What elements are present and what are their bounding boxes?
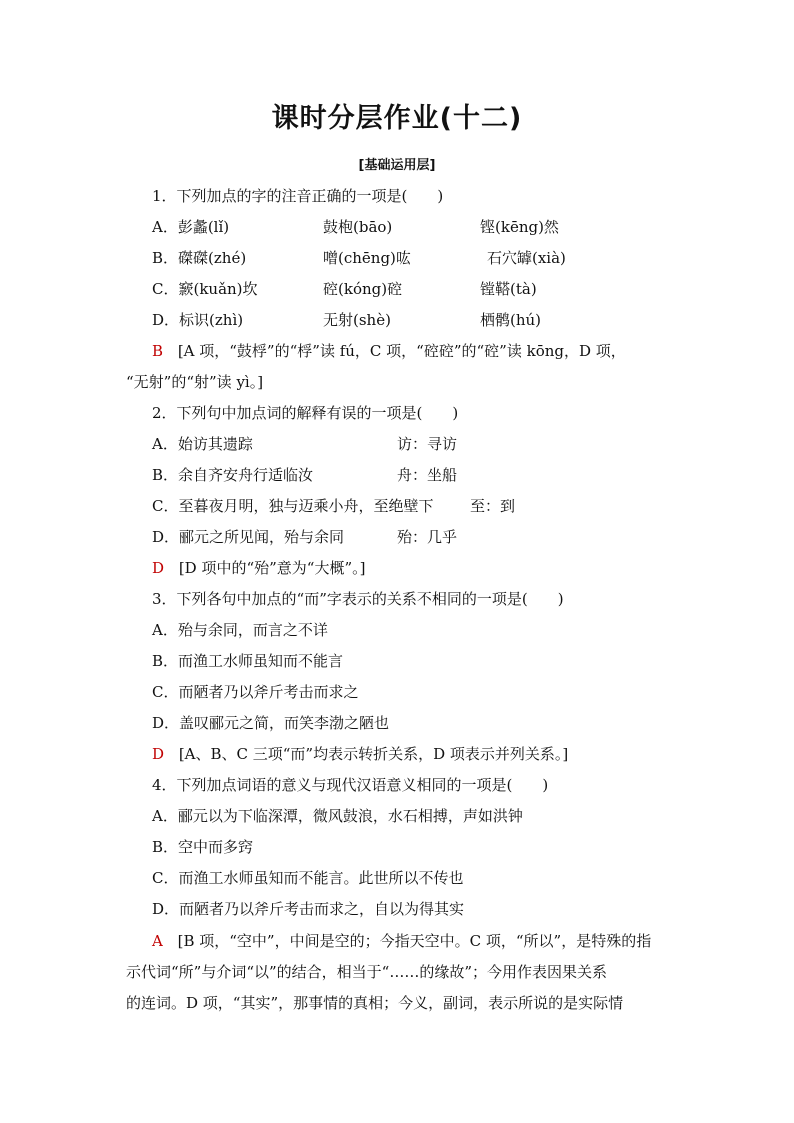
q1-option-d-1: D．标识(zhì)	[152, 311, 244, 329]
q1-option-b-2: 噌(chēng)吰	[323, 249, 411, 267]
q1-option-d-3: 栖鹘(hú)	[480, 311, 542, 329]
q4-explanation-cont-2: 的连词。D 项，“其实”，那事情的真相；今义，副词，表示所说的是实际情	[126, 994, 624, 1012]
q1-option-c-2: 硿(kóng)硿	[323, 280, 403, 298]
q1-option-b-3: 石穴罅(xià)	[487, 249, 566, 267]
q1-option-a-1: A．彭蠡(lǐ)	[152, 218, 230, 236]
q4-explanation-cont-1: 示代词“所”与介词“以”的结合，相当于“……的缘故”；今用作表因果关系	[126, 963, 608, 981]
q1-explanation: [A 项，“鼓桴”的“桴”读 fú，C 项，“硿硿”的“硿”读 kōng，D 项，	[177, 342, 626, 360]
q1-option-a-2: 鼓枹(bāo)	[323, 218, 393, 236]
q3-option-a: A．殆与余同，而言之不详	[152, 621, 328, 639]
q2-answer-line	[152, 558, 366, 578]
q2-option-c: C．至暮夜月明，独与迈乘小舟，至绝壁下	[152, 497, 434, 515]
q4-answer-line	[152, 931, 651, 951]
q2-option-a: A．始访其遗踪	[152, 435, 253, 453]
section-heading: [基础运用层]	[358, 158, 436, 173]
q3-option-c: C．而陋者乃以斧斤考击而求之	[152, 683, 359, 701]
q2-option-b: B．余自齐安舟行适临汝	[152, 466, 314, 484]
q3-answer-line	[152, 744, 568, 764]
q2-option-d-meaning: 殆：几乎	[397, 528, 458, 546]
q2-option-c-meaning: 至：到	[470, 497, 516, 515]
q3-explanation: [A、B、C 三项“而”均表示转折关系，D 项表示并列关系。]	[178, 745, 569, 763]
q4-option-b: B．空中而多窍	[152, 838, 254, 856]
q3-option-d: D．盖叹郦元之简，而笑李渤之陋也	[152, 714, 390, 732]
q1-option-c-1: C．窾(kuǎn)坎	[152, 280, 258, 298]
q1-answer-letter: B	[152, 342, 164, 360]
question-2-stem: 2．下列句中加点词的解释有误的一项是( )	[152, 404, 459, 422]
q4-answer-letter: A	[152, 932, 163, 950]
q3-option-b: B．而渔工水师虽知而不能言	[152, 652, 344, 670]
q2-answer-letter: D	[152, 559, 165, 577]
question-4-stem: 4．下列加点词语的意义与现代汉语意义相同的一项是( )	[152, 776, 549, 794]
page-title: 课时分层作业(十二)	[271, 103, 523, 134]
q4-option-a: A．郦元以为下临深潭，微风鼓浪，水石相搏，声如洪钟	[152, 807, 523, 825]
question-1-stem: 1．下列加点的字的注音正确的一项是( )	[152, 187, 444, 205]
q2-option-b-meaning: 舟：坐船	[397, 466, 458, 484]
q1-option-a-3: 铿(kēng)然	[480, 218, 559, 236]
q1-answer-line	[152, 341, 626, 361]
q4-explanation: [B 项，“空中”，中间是空的；今指天空中。C 项，“所以”，是特殊的指	[177, 932, 652, 950]
q1-option-c-3: 镗鞳(tà)	[480, 280, 537, 298]
q2-explanation: [D 项中的“殆”意为“大概”。]	[178, 559, 366, 577]
q2-option-d: D．郦元之所见闻，殆与余同	[152, 528, 345, 546]
q2-option-a-meaning: 访：寻访	[397, 435, 458, 453]
q4-option-c: C．而渔工水师虽知而不能言。此世所以不传也	[152, 869, 464, 887]
q1-option-d-2: 无射(shè)	[323, 311, 391, 329]
q3-answer-letter: D	[152, 745, 165, 763]
q4-option-d: D．而陋者乃以斧斤考击而求之，自以为得其实	[152, 900, 465, 918]
q1-explanation-cont: “无射”的“射”读 yì。]	[126, 373, 264, 391]
q1-option-b-1: B．磔磔(zhé)	[152, 249, 247, 267]
question-3-stem: 3．下列各句中加点的“而”字表示的关系不相同的一项是( )	[152, 590, 564, 608]
